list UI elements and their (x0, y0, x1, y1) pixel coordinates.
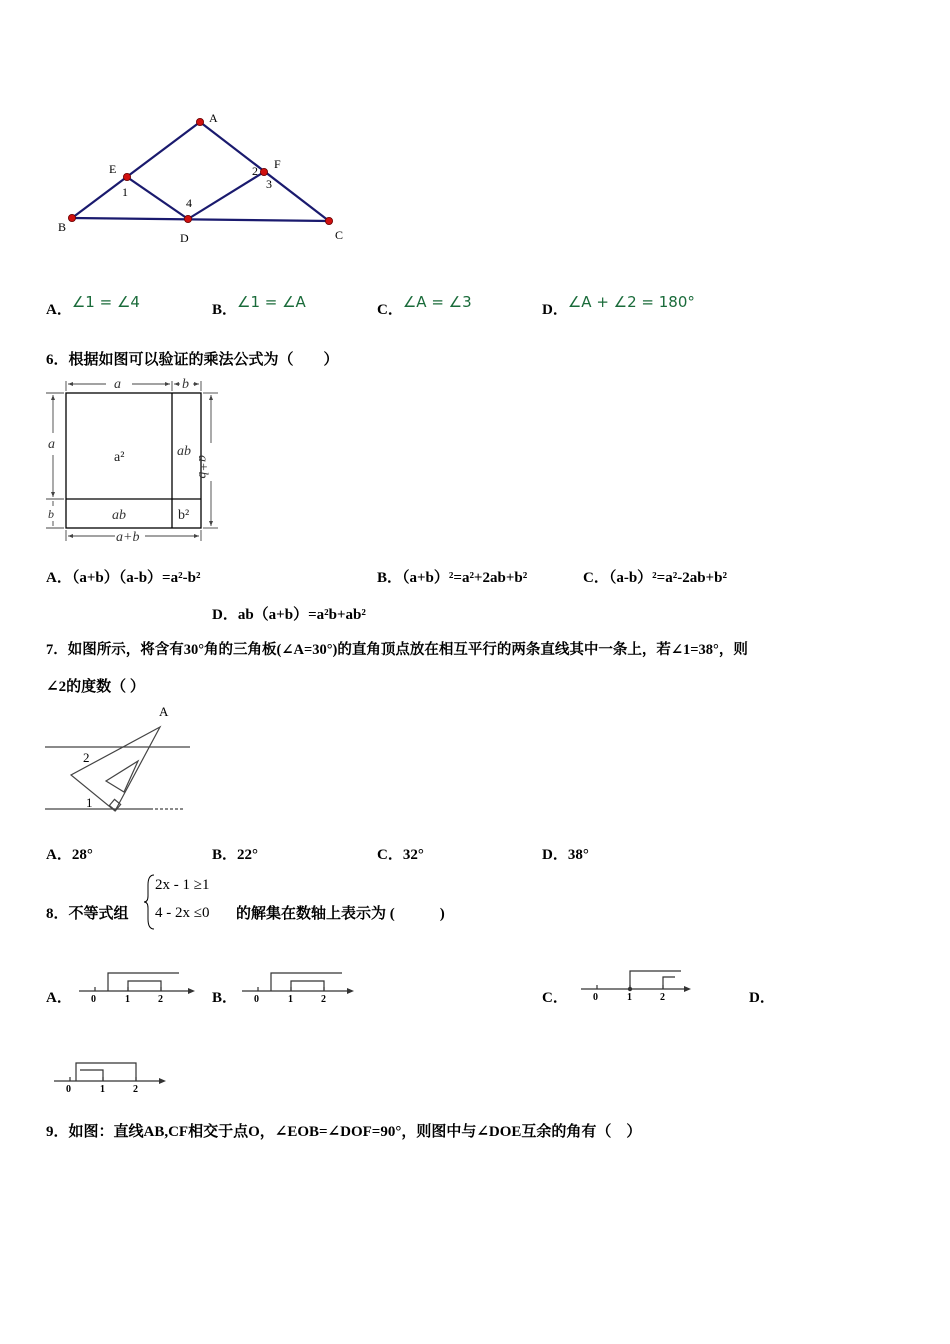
cell-a-squared: a² (114, 450, 125, 465)
triangle-figure (40, 100, 380, 260)
label-D: D (180, 231, 189, 245)
label-4: 4 (186, 196, 192, 210)
dim-b-left: b (48, 507, 54, 521)
q7-stem-line1: 7．如图所示，将含有30°角的三角板(∠A=30°)的直角顶点放在相互平行的两条直线其中一条上，若∠1=38°，则 (46, 642, 748, 658)
q8-option-b-letter: B． (212, 990, 238, 1006)
q8-option-a-letter: A． (46, 990, 72, 1006)
point-C (325, 217, 332, 224)
label-B: B (58, 220, 67, 234)
point-E (123, 173, 130, 180)
q6-stem: 6．根据如图可以验证的乘法公式为（ ） (46, 352, 339, 368)
cell-ab-right: ab (177, 444, 191, 459)
label-3: 3 (266, 177, 272, 191)
q7-option-b: B．22° (212, 847, 259, 863)
tick-2: 2 (158, 994, 163, 1005)
cell-ab-bottom: ab (112, 508, 126, 523)
label-2: 2 (252, 164, 258, 178)
q5-option-b: B．∠1 = ∠A (212, 293, 306, 318)
label-C: C (335, 228, 344, 242)
square-figure (40, 375, 230, 547)
point-D (184, 215, 191, 222)
tick-1: 1 (100, 1084, 105, 1095)
q8-suffix: 的解集在数轴上表示为 ( ) (236, 906, 445, 922)
tick-2: 2 (660, 992, 665, 1003)
label-1: 1 (86, 795, 93, 810)
q9-stem: 9．如图：直线AB,CF相交于点O，∠EOB=∠DOF=90°，则图中与∠DOE互余的角有（ ） (46, 1124, 642, 1140)
tick-1: 1 (125, 994, 130, 1005)
q6-option-d: D．ab（a+b）=a²b+ab² (212, 607, 366, 623)
set-square-figure (40, 700, 200, 820)
q7-option-d: D．38° (542, 847, 589, 863)
dim-b-top: b (182, 377, 189, 392)
point-B (68, 214, 75, 221)
label-F: F (274, 157, 281, 171)
q6-option-a: A．（a+b）（a-b）=a²-b² (46, 570, 201, 586)
tick-0: 0 (66, 1084, 71, 1095)
tick-1: 1 (288, 994, 293, 1005)
q6-option-c: C．（a-b）²=a²-2ab+b² (583, 570, 727, 586)
q5-option-a: A．∠1 = ∠4 (46, 293, 140, 318)
dim-a-left: a (48, 437, 55, 452)
dim-a-plus-b-bottom: a+b (116, 530, 140, 545)
number-line-a (75, 965, 200, 1010)
tick-0: 0 (91, 994, 96, 1005)
dim-a-plus-b-right: a+b (195, 455, 210, 479)
dim-a-top: a (114, 377, 121, 392)
q7-option-a: A．28° (46, 847, 93, 863)
tick-0: 0 (593, 992, 598, 1003)
q5-option-d: D．∠A + ∠2 = 180° (542, 293, 695, 318)
inequality-1: 2x - 1 ≥1 (155, 877, 210, 893)
label-2: 2 (83, 750, 90, 765)
label-A: A (209, 111, 218, 125)
point-F (260, 168, 267, 175)
point-A (196, 118, 203, 125)
q8-option-d-letter: D． (749, 990, 775, 1006)
q7-option-c: C．32° (377, 847, 424, 863)
tick-2: 2 (321, 994, 326, 1005)
tick-0: 0 (254, 994, 259, 1005)
inequality-2: 4 - 2x ≤0 (155, 905, 210, 921)
q5-option-c: C．∠A = ∠3 (377, 293, 472, 318)
number-line-c (577, 963, 702, 1008)
tick-1: 1 (627, 992, 632, 1003)
number-line-d (50, 1058, 175, 1103)
label-A: A (159, 704, 169, 719)
q8-prefix: 8．不等式组 (46, 906, 129, 922)
number-line-b (238, 965, 363, 1010)
q6-option-b: B．（a+b）²=a²+2ab+b² (377, 570, 528, 586)
label-1: 1 (122, 185, 128, 199)
q8-option-c-letter: C． (542, 990, 568, 1006)
tick-2: 2 (133, 1084, 138, 1095)
label-E: E (109, 162, 117, 176)
cell-b-squared: b² (178, 508, 190, 523)
q7-stem-line2: ∠2的度数（ ） (46, 679, 145, 695)
